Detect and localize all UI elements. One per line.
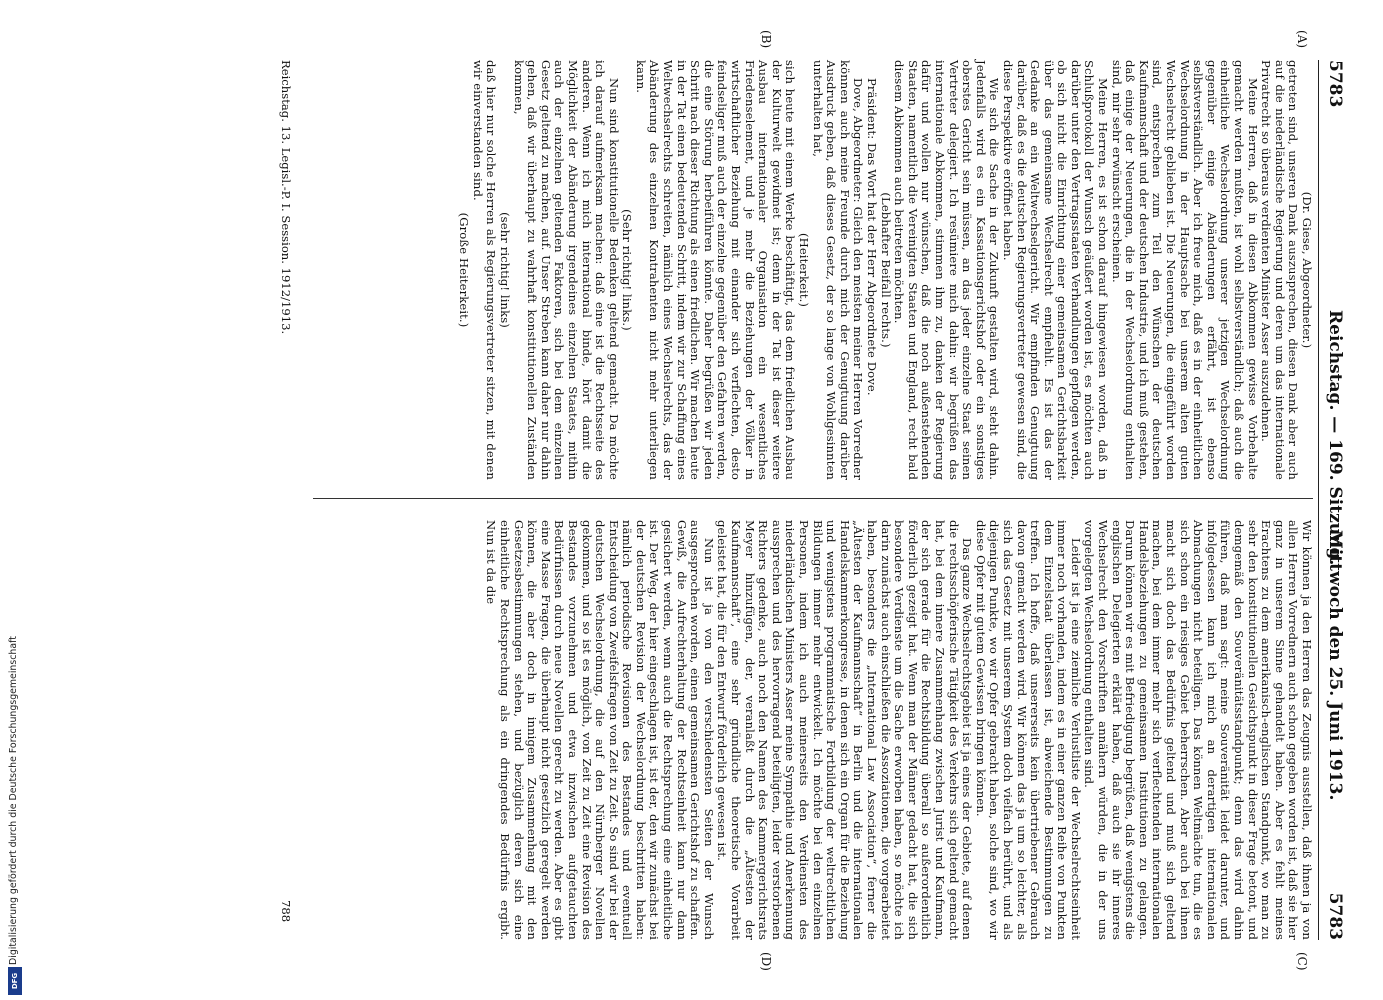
paragraph: getreten sind, unseren Dank auszusprechen, diesen Dank aber auch auf die niederländische Regierung und deren um das internationale Privatrecht so überaus verdienten Minister Asser auszudehnen. (1259, 60, 1301, 480)
paragraph: Das ganze Wechselrechtsgebiet ist ja eines der Gebiete, auf denen die rechtsschöpferische Tätigkeit des Verkehrs sich geltend gemacht hat, bei dem innere Zusammenhang zwischen Jurist und Kaufmann, der sich gerade für die Rechtsbildung überall so außerordentlich förderlich gezeigt hat. Wenn man der Männer gedacht hat, die sich besondere Verdienste um die Sache erworben haben, so möchte ich darin zunächst auch einschließen die Assoziationen, die vorgearbeitet haben, besonders die „International Law Association“, ferner die „Ältesten der Kaufmannschaft“ in Berlin und die internationalen Handelskammerkongresse, in denen sich ein Organ für die Beziehung und wenigstens programmatische Fortbildung der weltrechtlichen Bildungen immer mehr entwickelt. Ich möchte bei den einzelnen Personen, indem ich auch meinerseits den Verdiensten des niederländischen Ministers Asser meine Sympathie und Anerkennung aussprechen und des hervorragend beteiligten, leider verstorbenen Richters gedenke, auch noch den Namen des Kammergerichtsrats Meyer hinzufügen, der, veranlaßt durch die „Ältesten der Kaufmannschaft“, eine sehr gründliche theoretische Vorarbeit geleistet hat, die für den Entwurf förderlich gewesen ist. (715, 520, 975, 940)
header-title-right: Mittwoch den 25. Juni 1913. (1325, 530, 1345, 801)
applause-note: (sehr richtig! links) (497, 212, 512, 328)
header-page-number-left: 5783 (1325, 60, 1345, 108)
paragraph: daß hier nur solche Herren als Regierungsvertreter sitzen, mit denen wir einverstanden sind. (470, 60, 499, 480)
paragraph: Nun sind konstitutionelle Bedenken geltend gemacht. Da möchte ich darauf aufmerksam machen: daß eine ist die Rechtsseite des anderen. Wenn ich mich international binde, hört damit die Möglichkeit der Abänderung irgendeines einzelnen Staates, mithin auch der einzelnen geltenden Faktoren, sich bei dem einzelnen Gesetz geltend zu machen, auf. Unser Streben kann daher nur dahin gehen, daß wir überhaupt zu wahrhaft konstitutionellen Zuständen kommen, (511, 60, 621, 480)
applause-note: (Sehr richtig! links.) (620, 209, 635, 331)
column-divider (313, 498, 1313, 499)
header-page-number-right: 5783 (1325, 892, 1345, 940)
heiterkeit-note: (Heiterkeit.) (797, 232, 812, 308)
speaker-line: (Dr. Giese, Abgeordneter.) (1300, 191, 1314, 349)
president-line: Präsident: Das Wort hat der Herr Abgeordnete Dove. (865, 78, 879, 396)
footer-session-info: Reichstag. 13. Legisl.-P. I. Session. 1912/1913. (279, 60, 293, 335)
dfg-logo-icon (8, 967, 22, 995)
margin-marker-b: (B) (759, 30, 773, 49)
footer-sheet-number: 788 (279, 900, 293, 923)
left-column (457, 60, 1313, 480)
margin-marker-a: (A) (1295, 30, 1309, 49)
paragraph: Wir können ja den Herren das Zeugnis ausstellen, daß ihnen ja von allen Herren Vorrednern auch schon gegeben worden ist, daß sie hier ganz in unserem Sinne gehandelt haben. Aber es fehlt meines Erachtens zu dem amerikanisch-englischen Standpunkt, wo man zu sehr den konstitutionellen Gesichtspunkt in dieser Frage betont, und demgemäß den Souveränitätsstandpunkt; denn das wird dahin führen, daß man sagt: meine Souveränität leidet darunter, und infolgedessen kann ich mich an derartigen internationalen Abmachungen nicht beteiligen. Das können Weltmächte tun, die es sich schon ein riesiges Gebiet beherrschen. Aber auch bei ihnen macht sich doch das Bedürfnis geltend und muß sich geltend machen, bei dem immer mehr sich verflechtenden internationalen Handelsbeziehungen zu gemeinsamen Institutionen zu gelangen. Darum können wir es mit Befriedigung begrüßen, daß wenigstens die englischen Delegierten erklärt haben, daß auch sie ihr inneres Wechselrecht den Vorschriften annähern würden, die in der uns vorgelegten Wechselordnung enthalten sind. (1082, 520, 1314, 940)
paragraph: Meine Herren, es ist schon darauf hingewiesen worden, daß in Schlußprotokoll der Wunsch geäußert worden ist, es möchten auch darüber unter den Vertragsstaaten Verhandlungen gepflogen werden, ob sich nicht die Einrichtung einer gemeinsamen Gerichtsbarkeit über das gemeinsame Wechselrecht empfiehlt. Es ist das der Gedanke an ein Weltwechselgericht. Wir empfinden Genugtuung darüber, daß es die deutschen Regierungsvertreter gewesen sind, die diese Perspektive eröffnet haben. (1000, 60, 1111, 480)
paragraph: Leider ist ja eine ziemliche Verlustliste der Wechselrechtseinheit immer noch vorhanden, indem es in einer ganzen Reihe von Punkten dem Einzelstaat überlassen ist, abweichende Bestimmungen zu treffen. Ich hoffe, daß unsererseits kein übertriebener Gebrauch davon gemacht werden wird. Wir können das ja um so leichter, als sich das Gesetz mit unserem System doch vielfach berührt, und als diejenigen Punkte, wo wir Opfer gebracht haben, solche sind, wo wir diese Opfer mit gutem Gewissen bringen können. (973, 520, 1083, 940)
logo-label: DFG (11, 972, 19, 990)
digitization-credit (8, 605, 22, 985)
header-title-left: Reichstag. — 169. Sitzung. (1325, 310, 1345, 566)
paragraph: sich heute mit einem Werke beschäftigt, das dem friedlichen Ausbau der Kulturwelt gewidmet ist; denn in der Tat ist dieser weitere Ausbau internationaler Organisation ein wesentliches Friedenselement, und je mehr die Beziehungen der Völker in wirtschaftlicher Beziehung mit einander sich verflechten, desto feindseliger muß auch der einzelne gegenüber den Gefahren werden, die eine Störung herbeiführen könnte. Daher begrüßen wir jeden Schritt nach dieser Richtung als einen friedlichen. Wir machen heute in der Tat einen bedeutenden Schritt, indem wir zur Schaffung eines Weltwechselrechts schreiten, nämlich eines Wechselrechts, das der Abänderung des einzelnen Kontrahenten nicht mehr unterliegen kann. (633, 60, 798, 480)
paragraph: Nun ist ja von den verschiedensten Seiten der Wunsch ausgesprochen worden, einen gemeinsamen Gerichtshof zu schaffen. Gewiß, die Aufrechterhaltung der Rechtseinheit kann nur dann gesichert werden, wenn auch die Rechtsprechung eine einheitliche ist. Der Weg, der hier eingeschlagen ist, ist der, den wir zunächst bei der deutschen Revision der Wechselordnung beschritten haben: nämlich periodische Revisionen des Bestandes und eventuell Entscheidung von Zweifelsfragen von Zeit zu Zeit. So sind wir bei der deutschen Wechselordnung, die auf den Nürnberger Novellen gekommen, und so ist es möglich, von Zeit zu Zeit eine Revision des Bestandes vorzunehmen und etwa inzwischen aufgetauchten Bedürfnissen durch neue Novellen gerecht zu werden. Aber es gibt eine Masse Fragen, die überhaupt nicht gesetzlich geregelt werden können, die aber doch in innigem Zusammenhang mit den Gesetzesbestimmungen stehen, und bezüglich deren sich eine einheitliche Rechtsprechung als ein dringendes Bedürfnis ergibt. Nun ist da die (484, 520, 716, 940)
paragraph: Dove, Abgeordneter: Gleich den meisten meiner Herren Vorredner können auch meine Freunde durch mich der Genugtuung darüber Ausdruck geben, daß dieses Gesetz, der so lange von Wohlgesinnten unterhalten hat, (810, 60, 866, 480)
paragraph: Meine Herren, daß in diesen Abkommen gewisse Vorbehalte gemacht werden mußten, ist wohl selbstverständlich; daß auch die einheitliche Wechselordnung unserer jetzigen Wechselordnung gegenüber einige Abänderungen erfährt, ist ebenso selbstverständlich. Aber ich freue mich, daß es in der einheitlichen Wechselordnung in der Hauptsache bei unserem alten guten Wechselrecht geblieben ist. Die Neuerungen, die eingeführt worden sind, entsprechen zum Teil den Wünschen der deutschen Kaufmannschaft und der deutschen Industrie, und ich muß gestehen, daß einige der Neuerungen, die in der Wechselordnung enthalten sind, mir sehr erwünscht erscheinen. (1109, 60, 1260, 480)
paragraph: Wie sich die Sache in der Zukunft gestalten wird, steht dahin. Jedenfalls wird es ein Kassationsgerichtshof oder ein sonstiges oberstes Gericht sein müssen, an das jeder einzelne Staat seinen Vertreter delegiert. Ich resümiere mich dahin: wir begrüßen das internationale Abkommen, stimmen ihm zu, danken der Regierung dafür und wollen nur wünschen, daß die noch außenstehenden Staaten, namentlich die Vereinigten Staaten und England, recht bald diesem Abkommen auch beitreten möchten. (892, 60, 1002, 480)
applause-note: (Lebhafter Beifall rechts.) (878, 192, 893, 348)
right-column (484, 520, 1313, 940)
margin-marker-c: (C) (1295, 952, 1309, 971)
margin-marker-d: (D) (759, 952, 773, 971)
page-header (1318, 60, 1345, 940)
heiterkeit-note: (Große Heiterkeit.) (457, 212, 472, 328)
credit-text: Digitalisierung gefördert durch die Deutsche Forschungsgemeinschaft (8, 636, 19, 965)
